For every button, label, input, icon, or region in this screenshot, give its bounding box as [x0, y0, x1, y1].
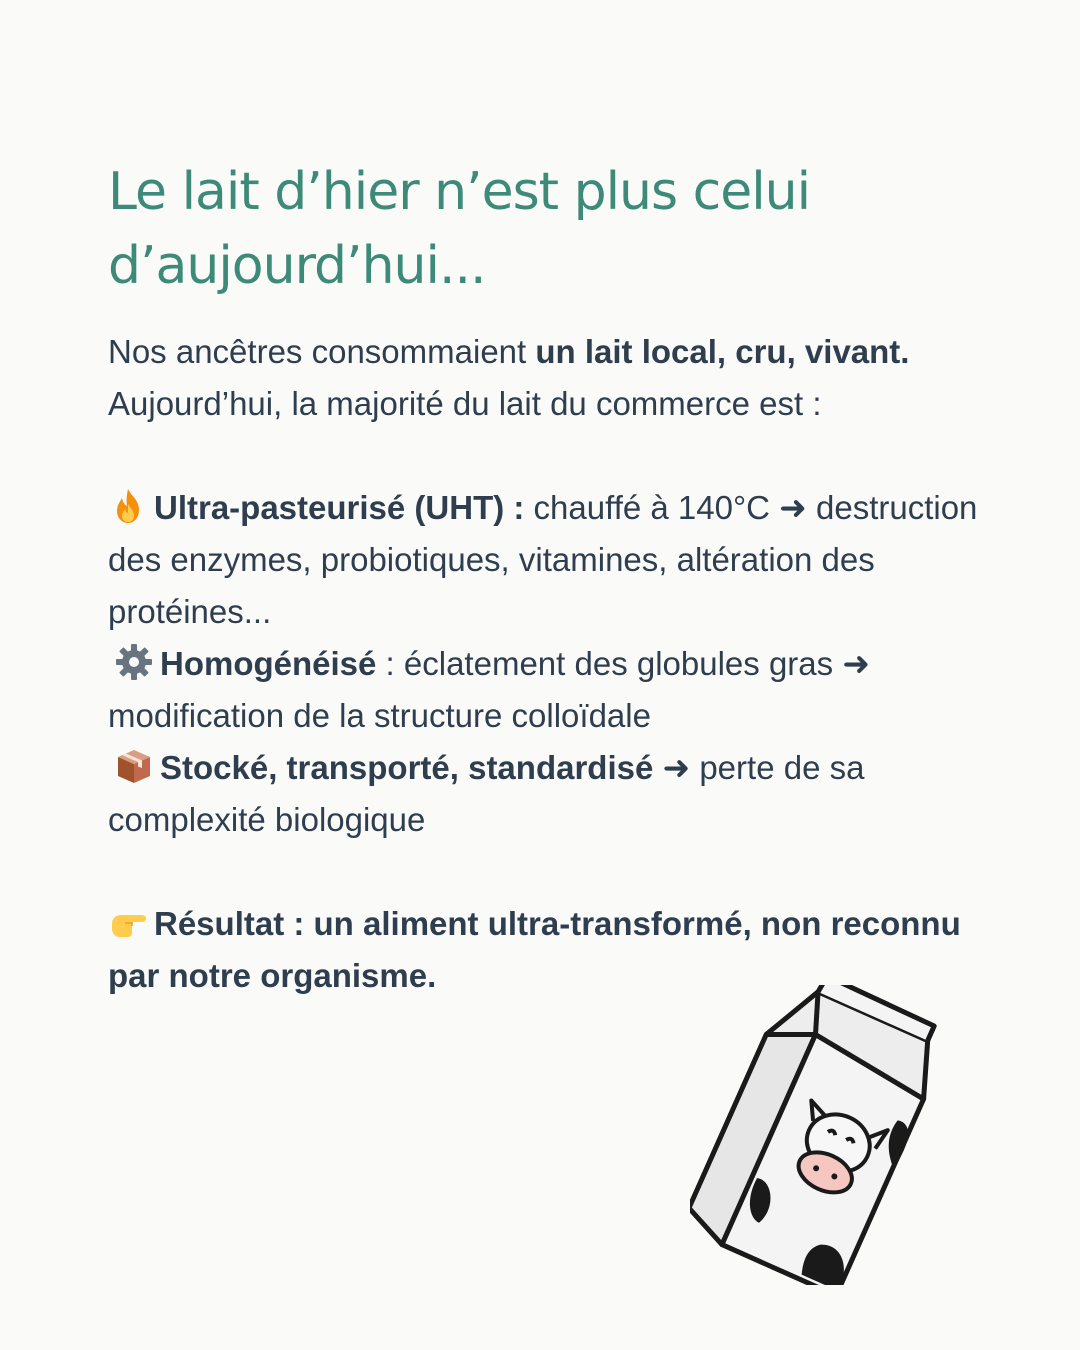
intro-emphasis: un lait local, cru, vivant.: [535, 333, 910, 370]
item-uht: Ultra-pasteurisé (UHT) : chauffé à 140°C ➜ destruction des enzymes, probiotiques, vitamines, altération des protéines...: [108, 482, 1008, 638]
milk-carton-illustration: [690, 985, 950, 1285]
body-text: [108, 326, 1008, 1002]
item-stocke: Stocké, transporté, standardisé ➜ perte de sa complexité biologique: [108, 742, 1008, 846]
intro-line-2: Aujourd’hui, la majorité du lait du commerce est :: [108, 385, 822, 422]
pointing-hand-icon: [108, 902, 148, 942]
fire-icon: [108, 486, 148, 526]
package-icon: [114, 746, 154, 786]
page-title: Le lait d’hier n’est plus celui d’aujourd’hui...: [108, 162, 811, 296]
result-text: Résultat : un aliment ultra-transformé, non reconnu par notre organisme.: [108, 898, 1008, 1002]
intro-line-1: Nos ancêtres consommaient un lait local, cru, vivant.: [108, 333, 910, 370]
gear-icon: [114, 642, 154, 682]
item-homogenise: Homogénéisé : éclatement des globules gras ➜ modification de la structure colloïdale: [108, 638, 1008, 742]
